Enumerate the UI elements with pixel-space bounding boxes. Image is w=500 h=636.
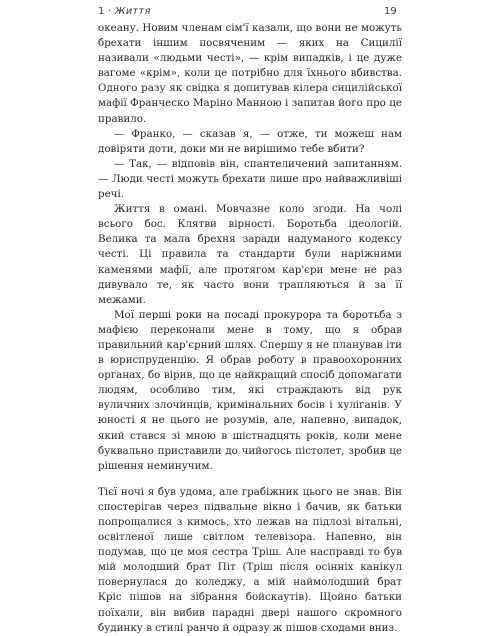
- body-text: [98, 21, 402, 636]
- paragraph: Життя в омані. Мовчазне коло згоди. На чолі всього бос. Клятви вірності. Боротьба ідеологій. Велика та мала брехня заради надуманого кодексу честі. Ці правила та стандарти були наріжними каменями мафії, але протягом кар'єри мене не раз дивувало те, як часто вони трапляються й за її межами.: [98, 203, 402, 306]
- paragraph: — Франко, — сказав я, — отже, ти можеш нам довіряти доти, доки ми не вирішимо тебе вбити?: [98, 127, 402, 155]
- running-head: [98, 6, 151, 17]
- header-separator: ·: [107, 6, 112, 17]
- paragraph: — Так, — відповів він, спантеличений запитанням. — Люди честі можуть брехати лише про найважливіші речі.: [98, 157, 402, 201]
- paragraph: Тієї ночі я був удома, але грабіжник цього не знав. Він спостерігав через підвальне вікно і бачив, як батьки попрощалися з кимось, хто лежав на підлозі вітальні, освітленої лише світлом телевізора. Напевно, він подумав, що це моя сестра Тріш. Але насправді то був мій молодший брат Піт (Тріш після осінніх канікул повернулася до коледжу, а мій наймолодший брат Кріс пішов на зібрання бойскаутів). Щойно батьки поїхали, він вибив парадні двері нашого скромного будинку в стилі ранчо й одразу ж пішов сходами вниз.: [98, 485, 402, 634]
- chapter-number: 1: [98, 6, 105, 17]
- paragraph: океану. Новим членам сім'ї казали, що вони не можуть брехати іншим посвяченим — яких на Сицилії називали «людьми честі», — крім випадків, і це дуже вагоме «крім», коли це потрібно для їхнього вбивства. Одного разу як свідка я допитував кілера сицилійської мафії Франческо Маріно Манною і запитав його про це правило.: [98, 22, 402, 125]
- page-number: 19: [384, 6, 397, 17]
- chapter-title: Життя: [114, 6, 151, 17]
- paragraph: Мої перші роки на посаді прокурора та боротьба з мафією переконали мене в тому, що я обрав правильний кар'єрний шлях. Спершу я не планував іти в юриспруденцію. Я обрав роботу в правоохоронних органах, бо вірив, що це найкращий спосіб допомагати людям, особливо тим, які страждають від рук вуличних злочинців, кримінальних босів і хуліганів. У юності я не цього не розумів, але, напевно, випадок, який стався зі мною в шістнадцять років, коли мене буквально приставили до чийогось пістолет, зробив це рішення неминучим.: [98, 308, 402, 472]
